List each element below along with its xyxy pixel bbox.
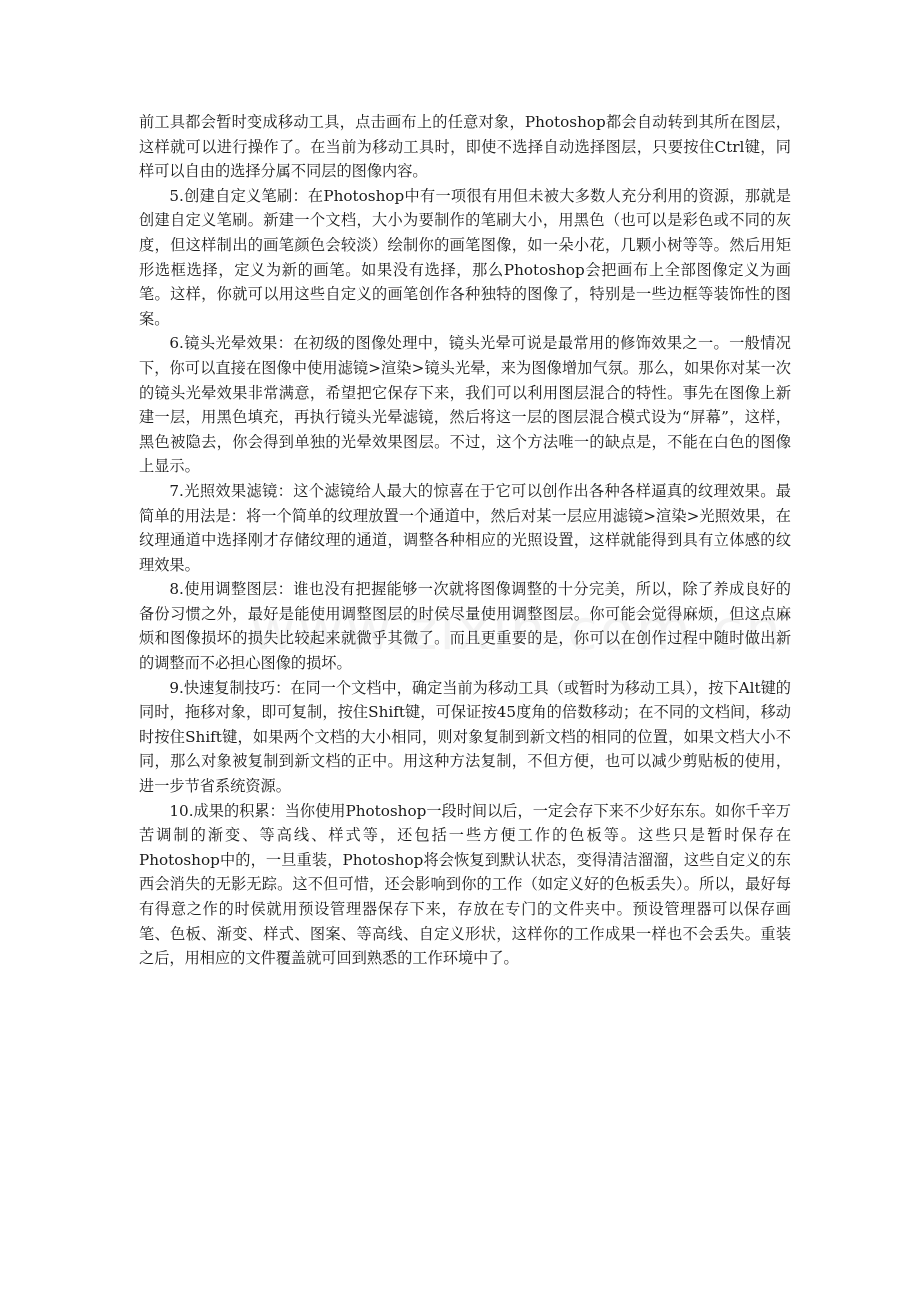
- paragraph-lighting-filter: 7.光照效果滤镜：这个滤镜给人最大的惊喜在于它可以创作出各种各样逼真的纹理效果。最简单的用法是：将一个简单的纹理放置一个通道中，然后对某一层应用滤镜>渲染>光照效果，在纹理通道中选择刚才存储纹理的通道，调整各种相应的光照设置，这样就能得到具有立体感的纹理效果。: [139, 481, 791, 574]
- paragraph-preset-manager: 10.成果的积累：当你使用Photoshop一段时间以后，一定会存下来不少好东东。如你千辛万苦调制的渐变、等高线、样式等，还包括一些方便工作的色板等。这些只是暂时保存在Photoshop中的，一旦重装，Photoshop将会恢复到默认状态，变得清洁溜溜，这些自定义的东西会消失的无影无踪。这不但可惜，还会影响到你的工作（如定义好的色板丢失）。所以，最好每有得意之作的时侯就用预设管理器保存下来，存放在专门的文件夹中。预设管理器可以保存画笔、色板、渐变、样式、图案、等高线、自定义形状，这样你的工作成果一样也不会丢失。重装之后，用相应的文件覆盖就可回到熟悉的工作环境中了。: [139, 801, 791, 968]
- paragraph-continuation: 前工具都会暂时变成移动工具，点击画布上的任意对象，Photoshop都会自动转到其所在图层，这样就可以进行操作了。在当前为移动工具时，即使不选择自动选择图层，只要按住Ctrl键，同样可以自由的选择分属不同层的图像内容。: [139, 113, 791, 181]
- paragraph-adjustment-layer: 8.使用调整图层：谁也没有把握能够一次就将图像调整的十分完美，所以，除了养成良好的备份习惯之外，最好是能使用调整图层的时侯尽量使用调整图层。你可能会觉得麻烦，但这点麻烦和图像损坏的损失比较起来就微乎其微了。而且更重要的是，你可以在创作过程中随时做出新的调整而不必担心图像的损坏。: [139, 580, 791, 673]
- paragraph-lens-flare: 6.镜头光晕效果：在初级的图像处理中，镜头光晕可说是最常用的修饰效果之一。一般情况下，你可以直接在图像中使用滤镜>渲染>镜头光晕，来为图像增加气氛。那么，如果你对某一次的镜头光晕效果非常满意，希望把它保存下来，我们可以利用图层混合的特性。事先在图像上新建一层，用黑色填充，再执行镜头光晕滤镜，然后将这一层的图层混合模式设为“屏幕”，这样，黑色被隐去，你会得到单独的光晕效果图层。不过，这个方法唯一的缺点是，不能在白色的图像上显示。: [139, 334, 791, 476]
- document-body: [139, 110, 791, 971]
- paragraph-quick-copy: 9.快速复制技巧：在同一个文档中，确定当前为移动工具（或暂时为移动工具），按下Alt键的同时，拖移对象，即可复制，按住Shift键，可保证按45度角的倍数移动；在不同的文档间，移动时按住Shift键，如果两个文档的大小相同，则对象复制到新文档的相同的位置，如果文档大小不同，那么对象被复制到新文档的正中。用这种方法复制，不但方便，也可以减少剪贴板的使用，进一步节省系统资源。: [139, 678, 791, 796]
- paragraph-custom-brush: 5.创建自定义笔刷：在Photoshop中有一项很有用但未被大多数人充分利用的资源，那就是创建自定义笔刷。新建一个文档，大小为要制作的笔刷大小，用黑色（也可以是彩色或不同的灰度，但这样制出的画笔颜色会较淡）绘制你的画笔图像，如一朵小花，几颗小树等等。然后用矩形选框选择，定义为新的画笔。如果没有选择，那么Photoshop会把画布上全部图像定义为画笔。这样，你就可以用这些自定义的画笔创作各种独特的图像了，特别是一些边框等装饰性的图案。: [139, 186, 791, 328]
